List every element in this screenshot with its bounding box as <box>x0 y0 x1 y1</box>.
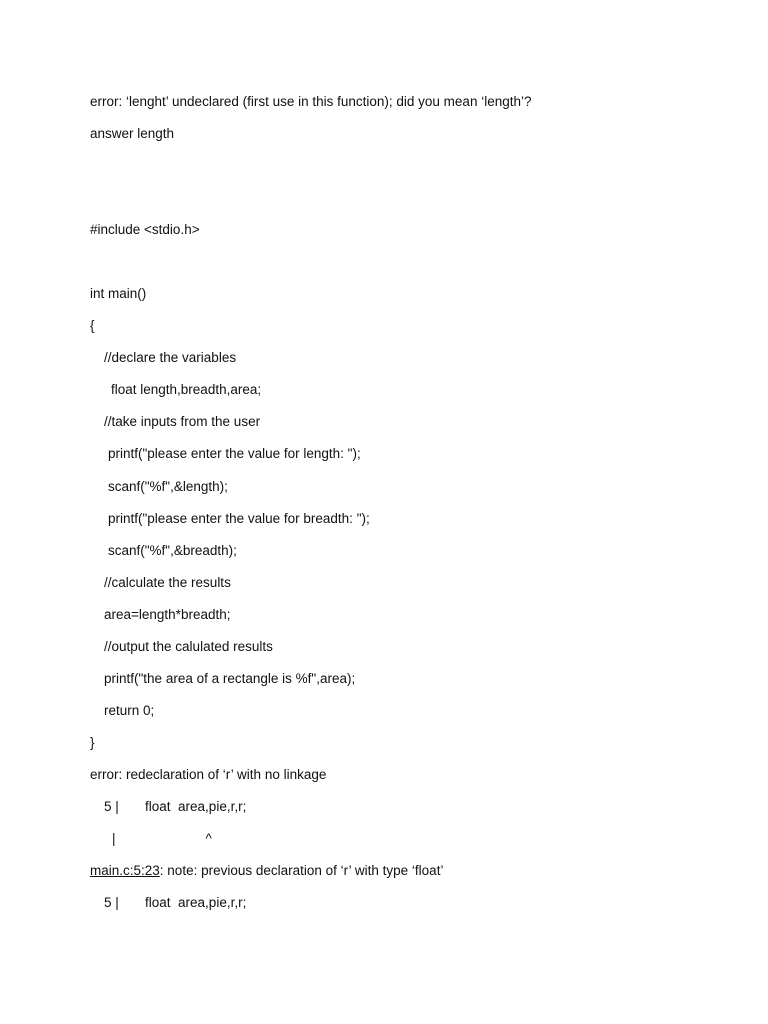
code-open-brace: { <box>90 318 95 333</box>
code-comment-inputs: //take inputs from the user <box>104 414 261 429</box>
answer-text: answer length <box>90 126 175 141</box>
code-scanf-breadth: scanf("%f",&breadth); <box>108 543 237 558</box>
code-include: #include <stdio.h> <box>90 222 200 237</box>
error-caret-line: | ^ <box>112 831 212 846</box>
note-line <box>90 861 443 881</box>
note-source-line: 5 | float area,pie,r,r; <box>104 895 247 910</box>
error-source-line: 5 | float area,pie,r,r; <box>104 799 247 814</box>
note-location-link[interactable]: main.c:5:23 <box>90 863 160 878</box>
code-declaration: float length,breadth,area; <box>111 382 262 397</box>
code-scanf-length: scanf("%f",&length); <box>108 479 228 494</box>
error-message-redeclaration: error: redeclaration of ‘r’ with no linkage <box>90 767 327 782</box>
code-printf-area: printf("the area of a rectangle is %f",area); <box>104 671 356 686</box>
error-message-lenght: error: ‘lenght’ undeclared (first use in this function); did you mean ‘length’? <box>90 94 532 109</box>
code-comment-calc: //calculate the results <box>104 575 231 590</box>
code-close-brace: } <box>90 735 95 750</box>
code-return: return 0; <box>104 703 155 718</box>
code-comment-output: //output the calulated results <box>104 639 273 654</box>
code-printf-breadth: printf("please enter the value for breadth: "); <box>108 511 370 526</box>
code-printf-length: printf("please enter the value for length: "); <box>108 446 361 461</box>
code-main-signature: int main() <box>90 286 147 301</box>
code-comment-declare: //declare the variables <box>104 350 237 365</box>
code-calc: area=length*breadth; <box>104 607 231 622</box>
note-text: : note: previous declaration of ‘r’ with type ‘float’ <box>159 863 444 878</box>
